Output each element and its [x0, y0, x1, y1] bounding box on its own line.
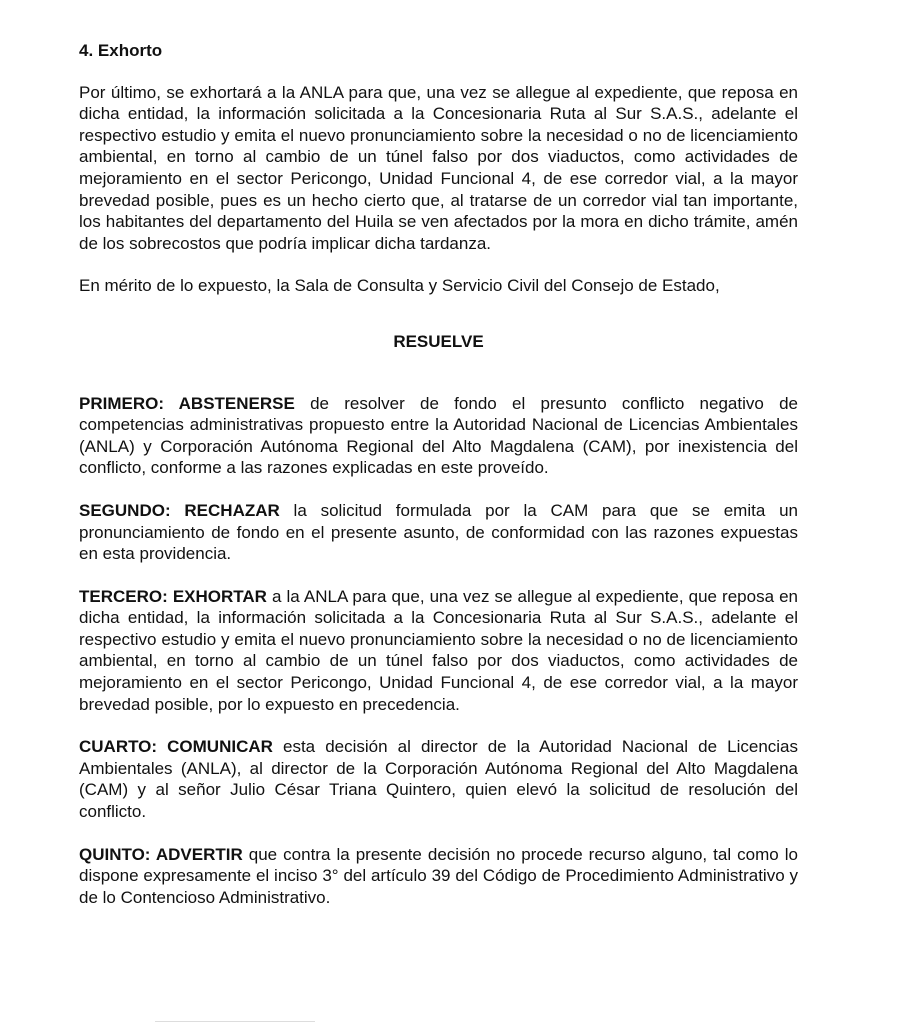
resolve-item-text: de resolver de fondo el presunto conflicto negativo de competencias administrativas propuesto entre la Autoridad Nacional de Licencias Ambientales (ANLA) y Corporación Autónoma Regional del Alto Magdalena (CAM), por inexistencia del conflicto, conforme a las razones explicadas en este proveído.	[79, 393, 799, 478]
section-heading: 4. Exhorto	[79, 41, 163, 60]
resolve-item-quinto	[79, 844, 798, 909]
resolve-item-label: SEGUNDO: RECHAZAR	[79, 500, 280, 520]
resolve-item-label: CUARTO: COMUNICAR	[79, 737, 273, 757]
exhorto-paragraph: Por último, se exhortará a la ANLA para que, una vez se allegue al expediente, que reposa en dicha entidad, la información solicitada a la Concesionaria Ruta al Sur S.A.S., adelante el respectivo estudio y emita el nuevo pronunciamiento sobre la necesidad o no de licenciamiento ambiental, en torno al cambio de un túnel falso por dos viaductos, como actividades de mejoramiento en el sector Pericongo, Unidad Funcional 4, de ese corredor vial, a la mayor brevedad posible, pues es un hecho cierto que, al tratarse de un corredor vial tan importante, los habitantes del departamento del Huila se ven afectados por la mora en dicho trámite, amén de los sobrecostos que podría implicar dicha tardanza.	[79, 82, 798, 253]
merito-paragraph: En mérito de lo expuesto, la Sala de Consulta y Servicio Civil del Consejo de Estado,	[79, 276, 720, 296]
resuelve-heading: RESUELVE	[393, 331, 484, 351]
resolve-item-text: la solicitud formulada por la CAM para que se emita un pronunciamiento de fondo en el presente asunto, de conformidad con las razones expuestas en esta providencia.	[79, 500, 798, 564]
resolve-item-text: a la ANLA para que, una vez se allegue al expediente, que reposa en dicha entidad, la información solicitada a la Concesionaria Ruta al Sur S.A.S., adelante el respectivo estudio y emita el nuevo pronunciamiento sobre la necesidad o no de licenciamiento ambiental, en torno al cambio de un túnel falso por dos viaductos, como actividades de mejoramiento en el sector Pericongo, Unidad Funcional 4, de ese corredor vial, a la mayor brevedad posible, por lo expuesto en precedencia.	[79, 586, 798, 714]
resolve-item-tercero	[79, 586, 798, 716]
footer-divider	[155, 1021, 315, 1022]
resolve-item-segundo	[79, 500, 798, 565]
resolve-item-cuarto	[79, 736, 798, 822]
document-body	[79, 40, 798, 929]
resolve-item-label: TERCERO: EXHORTAR	[79, 586, 267, 606]
resolve-item-text: esta decisión al director de la Autoridad Nacional de Licencias Ambientales (ANLA), al director de la Corporación Autónoma Regional del Alto Magdalena (CAM) y al señor Julio César Triana Quintero, quien elevó la solicitud de resolución del conflicto.	[79, 737, 799, 822]
resolve-item-label: QUINTO: ADVERTIR	[79, 844, 243, 864]
resolve-item-text: que contra la presente decisión no procede recurso alguno, tal como lo dispone expresamente el inciso 3° del artículo 39 del Código de Procedimiento Administrativo y de lo Contencioso Administrativo.	[79, 844, 798, 907]
resolve-item-label: PRIMERO: ABSTENERSE	[79, 393, 295, 413]
resolve-item-primero	[79, 393, 798, 479]
